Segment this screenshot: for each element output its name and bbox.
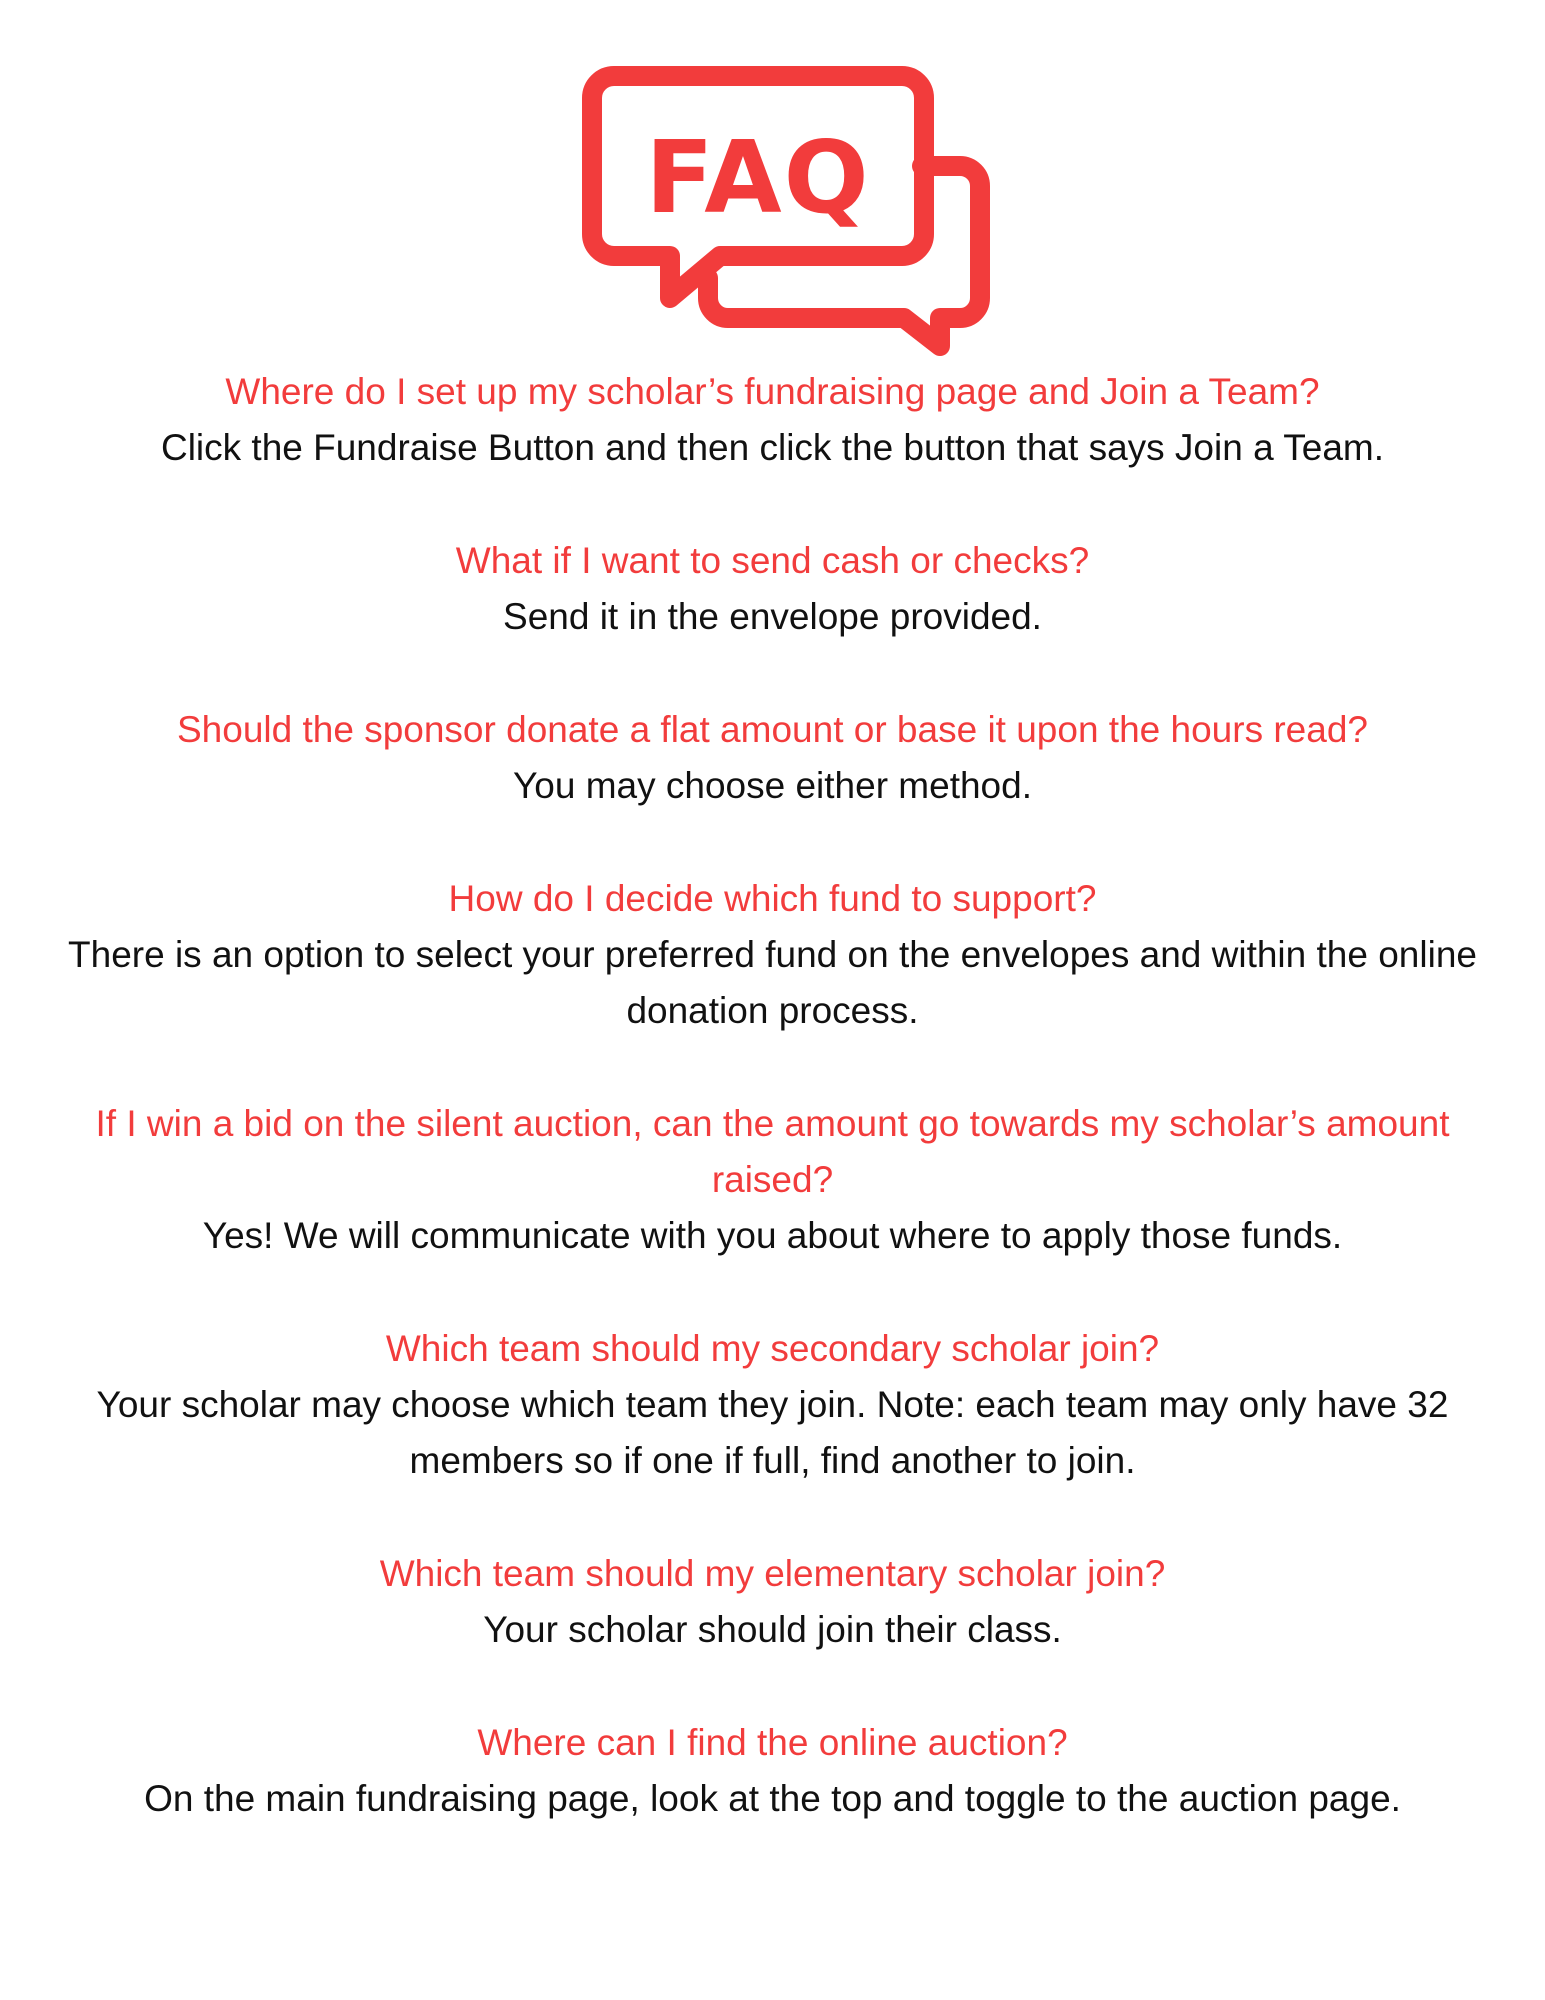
faq-logo <box>582 66 992 358</box>
faq-question: If I win a bid on the silent auction, can the amount go towards my scholar’s amount raised? <box>95 1103 1450 1200</box>
faq-item <box>40 1715 1505 1827</box>
faq-item <box>40 871 1505 1039</box>
faq-item <box>40 702 1505 814</box>
faq-question: Where do I set up my scholar’s fundraising page and Join a Team? <box>225 371 1320 412</box>
faq-item <box>40 1321 1505 1489</box>
faq-question: Which team should my elementary scholar join? <box>379 1553 1166 1594</box>
faq-question: What if I want to send cash or checks? <box>455 540 1090 581</box>
speech-bubbles-icon <box>582 66 992 358</box>
faq-logo-text: FAQ <box>645 119 871 236</box>
faq-item <box>40 1096 1505 1264</box>
faq-question: How do I decide which fund to support? <box>448 878 1097 919</box>
faq-answer: On the main fundraising page, look at the top and toggle to the auction page. <box>144 1778 1401 1819</box>
faq-answer: You may choose either method. <box>512 765 1032 806</box>
faq-item <box>40 533 1505 645</box>
faq-item <box>40 364 1505 476</box>
faq-question: Where can I find the online auction? <box>477 1722 1068 1763</box>
faq-answer: Yes! We will communicate with you about where to apply those funds. <box>202 1215 1343 1256</box>
faq-answer: Your scholar should join their class. <box>483 1609 1062 1650</box>
faq-answer: Click the Fundraise Button and then click the button that says Join a Team. <box>160 427 1385 468</box>
faq-question: Should the sponsor donate a flat amount or base it upon the hours read? <box>177 709 1368 750</box>
faq-answer: There is an option to select your preferred fund on the envelopes and within the online donation process. <box>68 934 1477 1031</box>
faq-answer: Send it in the envelope provided. <box>503 596 1042 637</box>
faq-list <box>40 364 1505 1884</box>
faq-item <box>40 1546 1505 1658</box>
faq-answer: Your scholar may choose which team they join. Note: each team may only have 32 members so if one if full, find another to join. <box>96 1384 1449 1481</box>
faq-question: Which team should my secondary scholar join? <box>385 1328 1160 1369</box>
